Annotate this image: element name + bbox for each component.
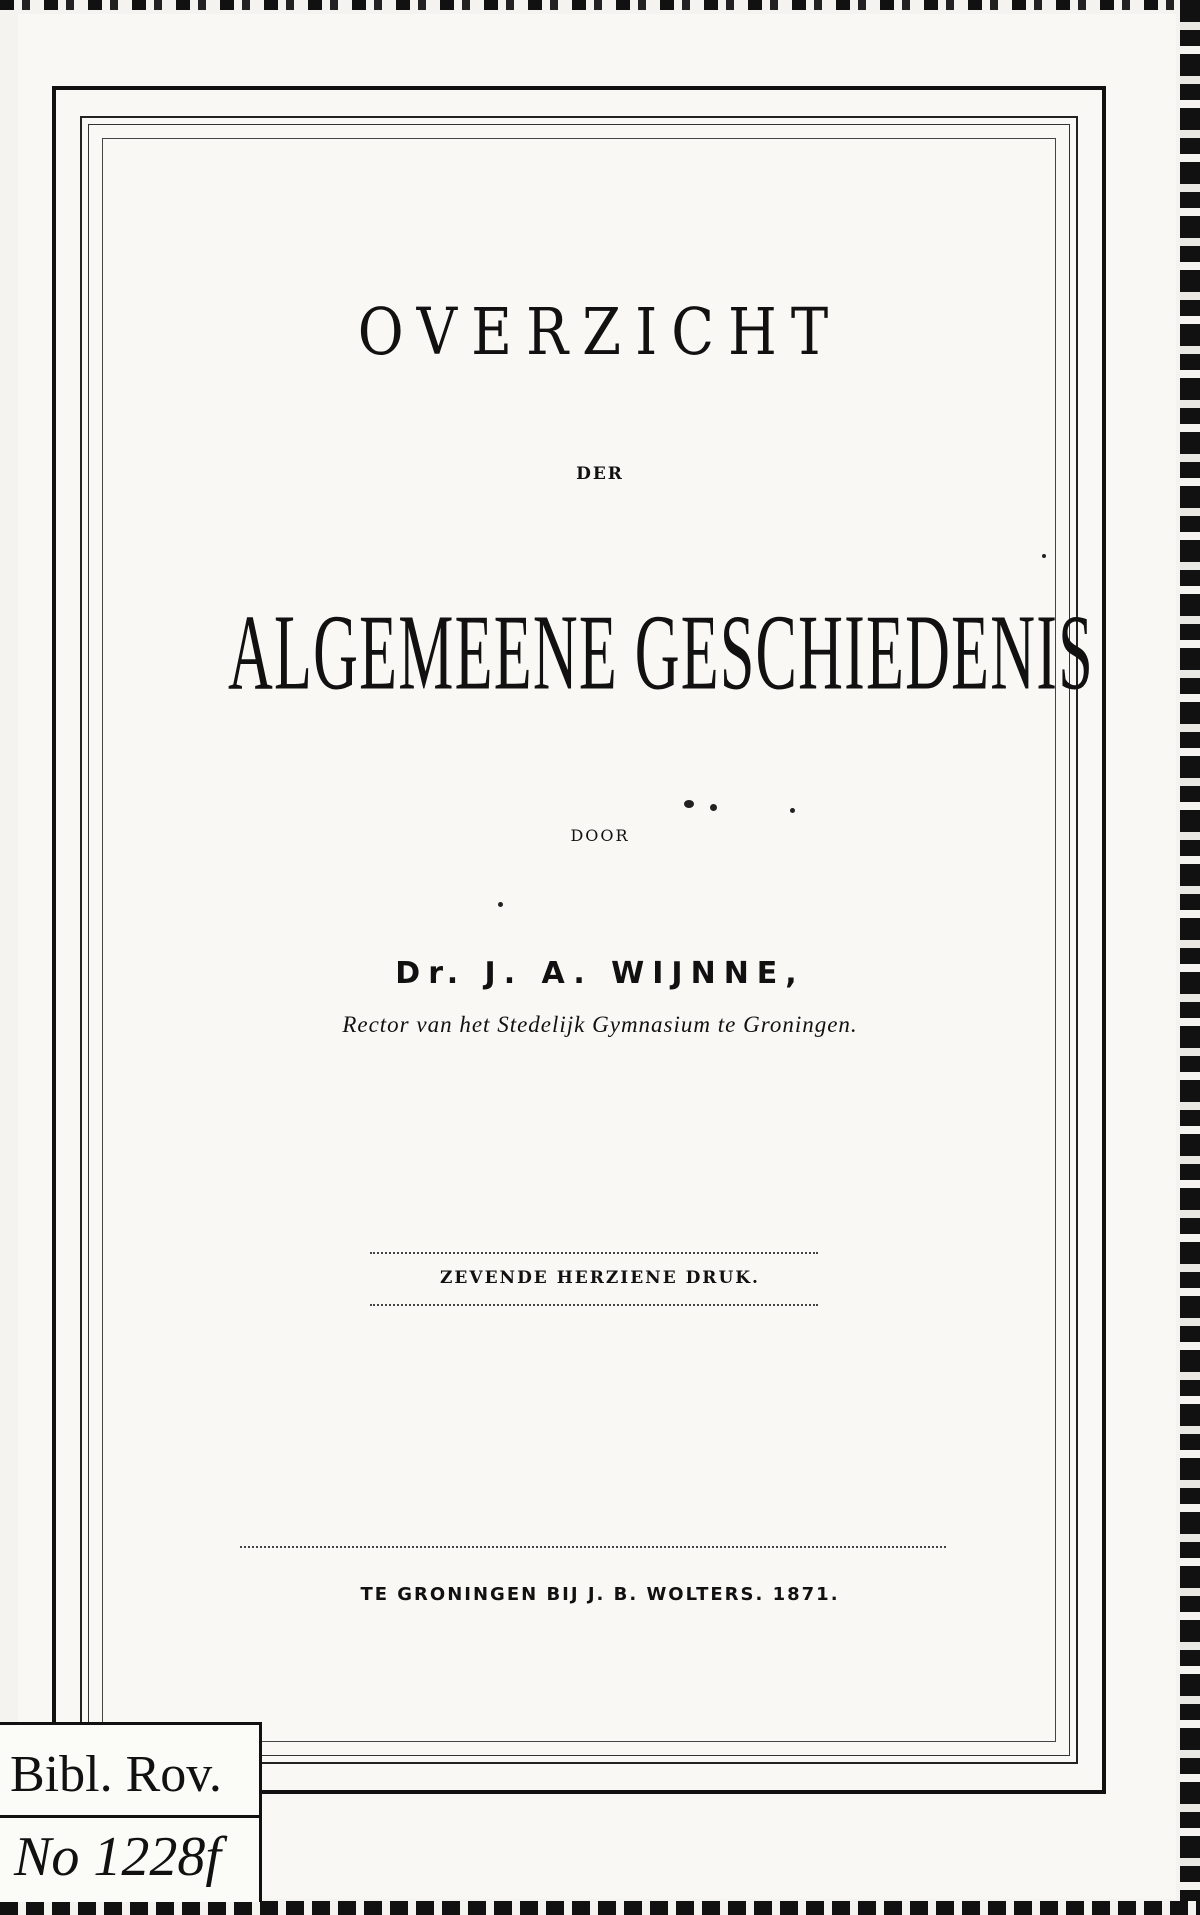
scan-top-edge [0, 0, 1200, 10]
ink-speck [684, 800, 694, 808]
ink-speck [498, 902, 503, 907]
library-stamp-divider [0, 1815, 262, 1818]
scan-bottom-edge [0, 1901, 1200, 1915]
ink-speck [1042, 554, 1046, 558]
publisher-imprint: TE GRONINGEN BIJ J. B. WOLTERS. 1871. [360, 1584, 840, 1605]
library-stamp-number: No 1228f [14, 1826, 221, 1888]
library-stamp [0, 1722, 262, 1902]
imprint-rule [240, 1546, 946, 1548]
edition-rule-bottom [370, 1304, 818, 1306]
edition-rule-top [370, 1252, 818, 1254]
by-label: DOOR [570, 826, 630, 845]
title-main: ALGEMEENE GESCHIEDENIS [228, 592, 1094, 713]
ink-speck [710, 804, 717, 811]
ink-speck [790, 808, 795, 813]
author-role: Rector van het Stedelijk Gymnasium te Groningen. [342, 1012, 858, 1037]
page-border-innermost [102, 138, 1094, 1742]
title-der: DER [576, 464, 624, 484]
edition-label: ZEVENDE HERZIENE DRUK. [440, 1268, 760, 1288]
title-overzicht: OVERZICHT [357, 295, 843, 370]
author-name: Dr. J. A. WIJNNE, [395, 956, 805, 991]
library-stamp-name: Bibl. Rov. [10, 1746, 222, 1803]
